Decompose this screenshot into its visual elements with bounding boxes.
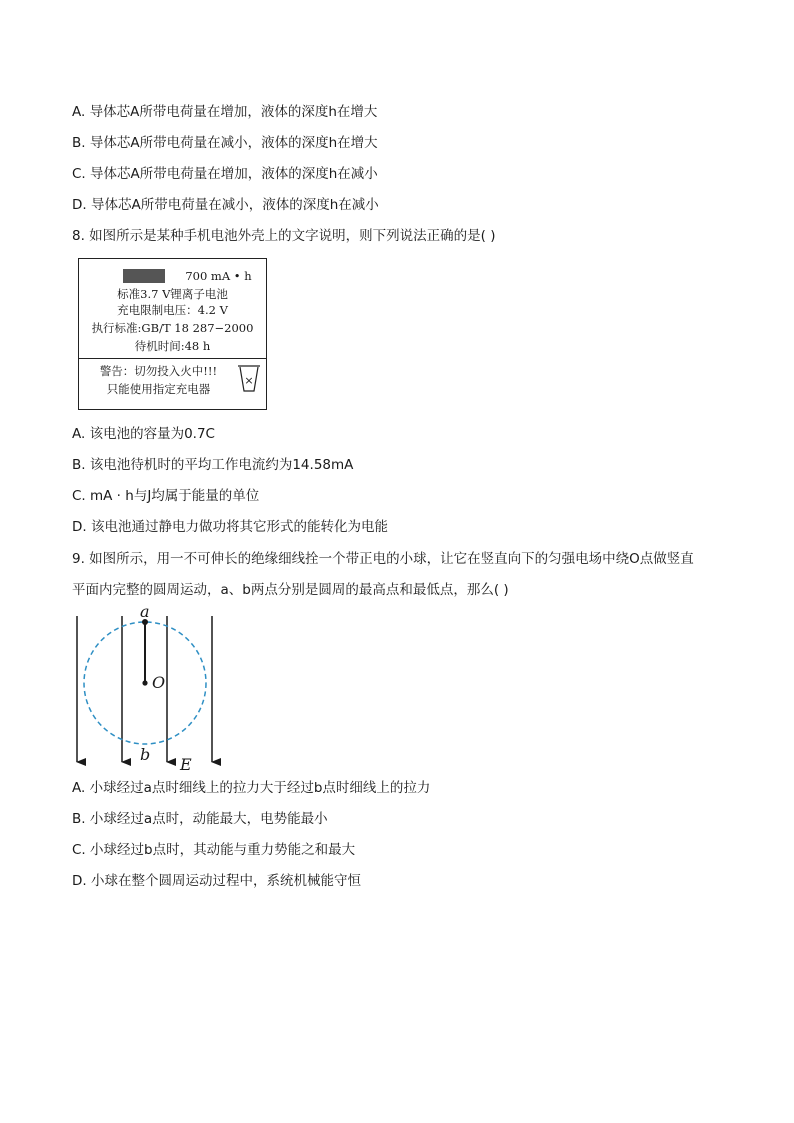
trash-bin-icon — [236, 363, 262, 393]
label-b: b — [140, 745, 151, 764]
battery-charge-voltage: 充电限制电压：4.2 V — [117, 303, 228, 317]
electric-field-figure — [66, 604, 236, 776]
q7-option-b: B. 导体芯A所带电荷量在减小，液体的深度h在增大 — [72, 135, 378, 151]
q8-option-b: B. 该电池待机时的平均工作电流约为14.58mA — [72, 457, 354, 473]
q7-option-c: C. 导体芯A所带电荷量在增加，液体的深度h在减小 — [72, 166, 378, 182]
q9-option-a: A. 小球经过a点时细线上的拉力大于经过b点时细线上的拉力 — [72, 780, 431, 796]
battery-standby: 待机时间:48 h — [134, 339, 211, 353]
q8-option-d: D. 该电池通过静电力做功将其它形式的能转化为电能 — [72, 519, 388, 535]
q7-option-d: D. 导体芯A所带电荷量在减小，液体的深度h在减小 — [72, 197, 379, 213]
center-point-o — [142, 680, 147, 685]
q8-option-c: C. mA · h与J均属于能量的单位 — [72, 488, 260, 504]
battery-type: 标准3.7 V锂离子电池 — [117, 287, 228, 301]
battery-label-figure — [78, 258, 267, 410]
battery-warning-1: 警告：切勿投入火中!!! — [99, 364, 218, 378]
q9-stem-line-2: 平面内完整的圆周运动，a、b两点分别是圆周的最高点和最低点，那么( ) — [72, 582, 509, 598]
q9-option-d: D. 小球在整个圆周运动过程中，系统机械能守恒 — [72, 873, 361, 889]
q8-option-a: A. 该电池的容量为0.7C — [72, 426, 215, 442]
battery-divider — [79, 358, 266, 359]
bin-cross-mark: × — [244, 374, 254, 387]
q8-stem: 8. 如图所示是某种手机电池外壳上的文字说明，则下列说法正确的是( ) — [72, 228, 496, 244]
battery-standard: 执行标准:GB/T 18 287−2000 — [91, 321, 254, 335]
q9-option-c: C. 小球经过b点时，其动能与重力势能之和最大 — [72, 842, 356, 858]
label-a: a — [140, 604, 150, 621]
q9-option-b: B. 小球经过a点时，动能最大，电势能最小 — [72, 811, 328, 827]
q9-stem-line-1: 9. 如图所示，用一不可伸长的绝缘细线拴一个带正电的小球，让它在竖直向下的匀强电场中绕O点做竖直 — [72, 551, 694, 567]
label-e: E — [180, 755, 192, 774]
label-o: O — [152, 673, 166, 692]
q7-option-a: A. 导体芯A所带电荷量在增加，液体的深度h在增大 — [72, 104, 378, 120]
battery-warning-2: 只能使用指定充电器 — [106, 382, 211, 396]
battery-capacity: 700 mA • h — [185, 269, 252, 283]
